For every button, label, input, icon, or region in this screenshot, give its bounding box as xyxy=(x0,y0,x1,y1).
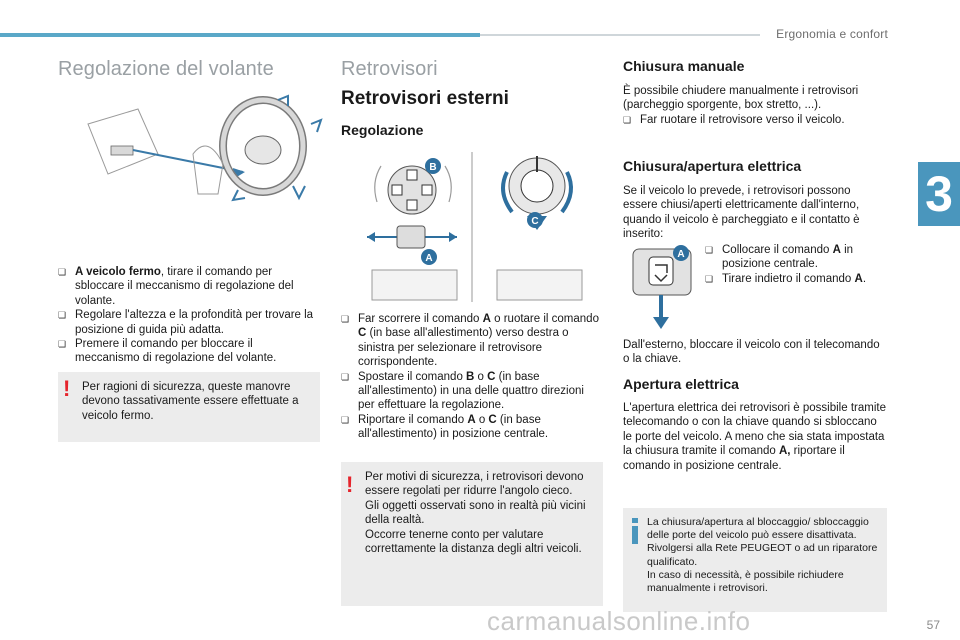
section-electric-folding: Chiusura/apertura elettrica xyxy=(623,158,802,174)
list-item: ❏ Regolare l'altezza e la profondità per trovare la posizione di guida più adatta. xyxy=(58,309,314,336)
subtitle-external-mirrors: Retrovisori esterni xyxy=(341,88,509,109)
chapter-tab: 3 xyxy=(918,162,960,226)
watermark: carmanualsonline.info xyxy=(487,606,751,636)
label-c: C xyxy=(531,216,539,227)
info-icon xyxy=(630,518,640,544)
mirror-control-diagram xyxy=(367,152,607,302)
list-item: ❏ A veicolo fermo, tirare il comando per sbloccare il meccanismo di regolazione del volante. xyxy=(58,266,294,307)
steering-instructions xyxy=(58,265,320,366)
header-accent-bar xyxy=(0,33,480,37)
square-bullet-icon: ❏ xyxy=(58,339,67,350)
page-number: 57 xyxy=(926,618,940,632)
square-bullet-icon: ❏ xyxy=(58,310,67,321)
label-a: A xyxy=(677,249,685,260)
list-item: ❏ Tirare indietro il comando A. xyxy=(705,272,867,285)
list-item: ❏ Far scorrere il comando A o ruotare il comando C (in base all'allestimento) verso destra o sinistra per selezionare il retrovisore corrispondente. xyxy=(341,313,599,369)
fold-control-diagram xyxy=(631,243,701,333)
square-bullet-icon: ❏ xyxy=(341,371,350,382)
square-bullet-icon: ❏ xyxy=(341,314,350,324)
list-item: ❏ Spostare il comando B o C (in base all'allestimento) in una delle quattro direzioni per effettuare la regolazione. xyxy=(341,370,584,412)
header-rule xyxy=(480,34,760,36)
section-electric-opening: Apertura elettrica xyxy=(623,376,739,392)
steering-warning-box: ! Per ragioni di sicurezza, queste manovre devono tassativamente essere effettuate a veicolo fermo. xyxy=(58,372,320,442)
steering-wheel-illustration xyxy=(83,94,323,204)
square-bullet-icon: ❏ xyxy=(341,414,350,425)
square-bullet-icon: ❏ xyxy=(58,267,67,277)
info-box: La chiusura/apertura al bloccaggio/ sbloccaggio delle porte del veicolo può essere disattivata. Rivolgersi alla Rete PEUGEOT o ad un riparatore qualificato. In caso di necessità, è possibile richiudere manualmente i retrovisori. xyxy=(623,508,887,612)
list-item: ❏ Far ruotare il retrovisore verso il veicolo. xyxy=(623,114,845,126)
electric-opening-text: L'apertura elettrica dei retrovisori è possibile tramite telecomando o con la chiave quando si sbloccano le porte del veicolo. A meno che sia stata impostata la chiusura tramite il comando A, riportare il comando in posizione centrale. xyxy=(623,402,886,472)
page-title-steering: Regolazione del volante xyxy=(58,58,274,80)
exclamation-icon: ! xyxy=(346,472,354,497)
electric-folding-steps xyxy=(705,243,887,286)
mirror-instructions xyxy=(341,312,603,442)
section-name: Ergonomia e confort xyxy=(776,27,888,41)
square-bullet-icon: ❏ xyxy=(705,245,714,255)
section-adjustment: Regolazione xyxy=(341,122,424,138)
section-manual-folding: Chiusura manuale xyxy=(623,58,745,74)
exclamation-icon: ! xyxy=(63,376,71,401)
manual-folding-steps xyxy=(623,113,887,127)
label-b: B xyxy=(429,162,437,173)
list-item: ❏ Collocare il comando A in posizione centrale. xyxy=(705,244,854,271)
outside-lock-text: Dall'esterno, bloccare il veicolo con il telecomando o la chiave. xyxy=(623,339,880,366)
page-title-mirrors: Retrovisori xyxy=(341,58,438,80)
mirror-warning-box: ! Per motivi di sicurezza, i retrovisori devono essere regolati per ridurre l'angolo cieco. Gli oggetti osservati sono in realtà più vicini della realtà. Occorre tenerne conto per valutare correttamente la distanza degli altri veicoli. xyxy=(341,462,603,606)
square-bullet-icon: ❏ xyxy=(705,273,714,284)
manual-folding-text: È possibile chiudere manualmente i retrovisori (parcheggio sporgente, box stretto, ...). xyxy=(623,85,859,112)
list-item: ❏ Premere il comando per bloccare il meccanismo di regolazione del volante. xyxy=(58,338,277,365)
label-a: A xyxy=(425,253,433,264)
electric-folding-text: Se il veicolo lo prevede, i retrovisori possono essere chiusi/aperti elettricamente dall'interno, quando il veicolo è parcheggiato e il contatto è inserito: xyxy=(623,185,860,241)
square-bullet-icon: ❏ xyxy=(623,115,632,125)
list-item: ❏ Riportare il comando A o C (in base all'allestimento) in posizione centrale. xyxy=(341,413,549,441)
